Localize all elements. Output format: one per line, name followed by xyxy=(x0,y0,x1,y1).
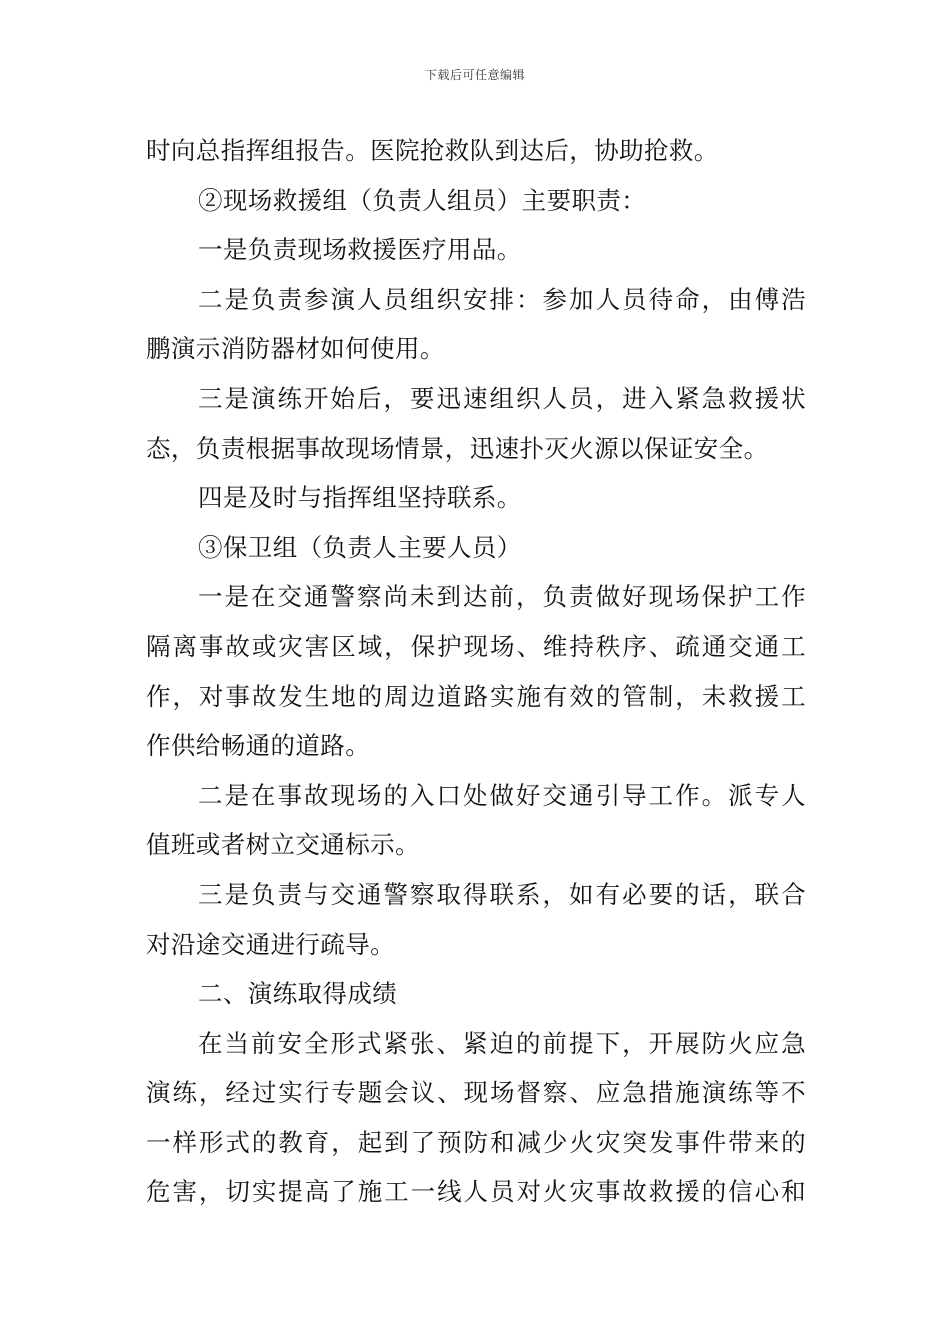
text-line: 在当前安全形式紧张、紧迫的前提下，开展防火应急 xyxy=(198,1028,806,1058)
text-line: 三是演练开始后，要迅速组织人员，进入紧急救援状 xyxy=(198,383,806,413)
text-line: 一是在交通警察尚未到达前，负责做好现场保护工作 xyxy=(198,582,806,612)
text-line: ②现场救援组（负责人组员）主要职责： xyxy=(198,185,647,215)
text-line: 对沿途交通进行疏导。 xyxy=(146,929,395,959)
text-line: 作，对事故发生地的周边道路实施有效的管制，未救援工 xyxy=(146,681,806,711)
text-line: 二是在事故现场的入口处做好交通引导工作。派专人 xyxy=(198,780,806,810)
text-line: 时向总指挥组报告。医院抢救队到达后，协助抢救。 xyxy=(146,136,719,165)
text-line: 作供给畅通的道路。 xyxy=(146,731,371,761)
text-line: 二是负责参演人员组织安排：参加人员待命，由傅浩 xyxy=(198,284,806,314)
text-line: ③保卫组（负责人主要人员） xyxy=(198,532,522,562)
text-line: 三是负责与交通警察取得联系，如有必要的话，联合 xyxy=(198,879,806,909)
text-line: 危害，切实提高了施工一线人员对火灾事故救援的信心和 xyxy=(146,1177,806,1207)
text-line: 值班或者树立交通标示。 xyxy=(146,830,420,860)
text-line: 四是及时与指挥组坚持联系。 xyxy=(198,483,522,513)
text-line: 隔离事故或灾害区域，保护现场、维持秩序、疏通交通工 xyxy=(146,631,806,661)
document-body xyxy=(146,126,806,1217)
text-line: 一样形式的教育，起到了预防和减少火灾突发事件带来的 xyxy=(146,1127,806,1157)
text-line: 一是负责现场救援医疗用品。 xyxy=(198,235,522,265)
text-line: 二、演练取得成绩 xyxy=(198,979,398,1009)
text-line: 鹏演示消防器材如何使用。 xyxy=(146,334,445,364)
page-header: 下载后可任意编辑 xyxy=(424,68,525,82)
text-line: 演练，经过实行专题会议、现场督察、应急措施演练等不 xyxy=(146,1078,806,1108)
text-line: 态，负责根据事故现场情景，迅速扑灭火源以保证安全。 xyxy=(146,433,769,463)
